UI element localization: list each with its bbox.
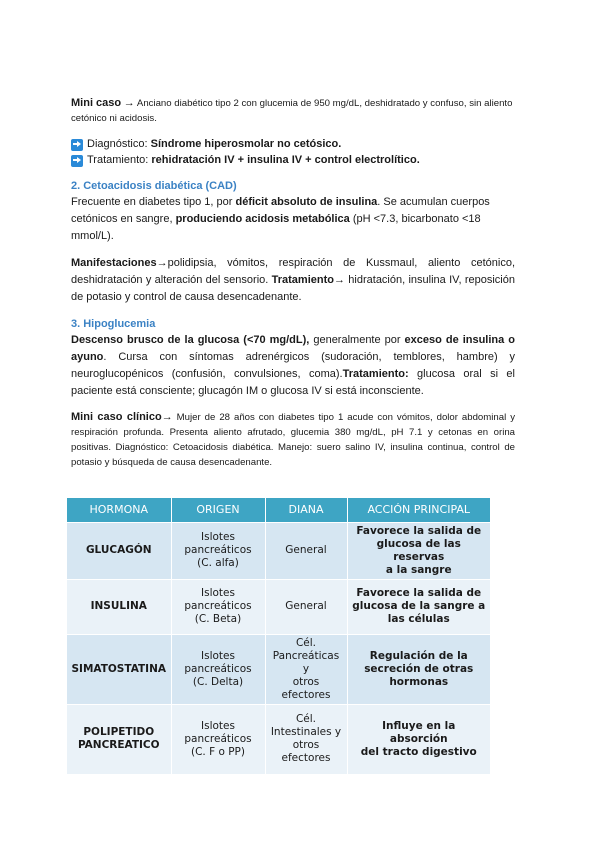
cell-accion bbox=[347, 634, 491, 704]
diagnosis-value: Síndrome hiperosmolar no cetósico. bbox=[150, 138, 342, 150]
cell-origen bbox=[171, 704, 265, 774]
origen-text: Islotes pancreáticos (C. Beta) bbox=[184, 587, 252, 625]
cell-diana bbox=[265, 522, 347, 579]
table-row bbox=[67, 579, 491, 634]
cad-p1-text-a: Frecuente en diabetes tipo 1, por bbox=[71, 196, 236, 208]
hipo-text-d: . Cursa con síntomas adrenérgicos (sudoración, temblores, hambre) y neuroglucopénicos (confusión, convulsiones, coma). bbox=[71, 351, 515, 380]
hipo-bold-e: Tratamiento: bbox=[342, 368, 409, 380]
diana-text: General bbox=[285, 600, 327, 612]
header-hormona: HORMONA bbox=[67, 498, 171, 522]
hormona-text: INSULINA bbox=[90, 600, 147, 612]
hormona-text: GLUCAGÓN bbox=[85, 544, 152, 556]
treatment-bullet bbox=[71, 153, 515, 168]
hormone-table bbox=[67, 498, 491, 774]
cad-paragraph-1 bbox=[71, 194, 515, 245]
diana-text: Cél. Pancreáticas y otros efectores bbox=[272, 636, 340, 701]
cell-diana bbox=[265, 579, 347, 634]
cad-p2-text-b: →polidipsia, vómitos, respiración de Kussmaul, aliento cetónico, deshidratación y alteración del sensorio. bbox=[71, 257, 515, 286]
origen-text: Islotes pancreáticos (C. alfa) bbox=[184, 531, 252, 569]
hipo-text-b: generalmente por bbox=[309, 334, 405, 346]
accion-text: Favorece la salida de glucosa de las reservas a la sangre bbox=[356, 524, 482, 576]
mini-case-1-text: Anciano diabético tipo 2 con glucemia de 950 mg/dL, deshidratado y confuso, sin aliento cetónico ni acidosis. bbox=[71, 98, 513, 124]
cell-hormona bbox=[67, 522, 171, 579]
origen-text: Islotes pancreáticos (C. F o PP) bbox=[184, 719, 252, 758]
mini-case-2-arrow: → bbox=[161, 411, 173, 423]
header-origen: ORIGEN bbox=[171, 498, 265, 522]
diana-text: General bbox=[285, 544, 327, 556]
cad-p1-text-c: . Se acumulan cuerpos cetónicos en sangre, bbox=[71, 196, 490, 225]
treatment-value: rehidratación IV + insulina IV + control electrolítico. bbox=[151, 154, 420, 166]
header-accion: ACCIÓN PRINCIPAL bbox=[347, 498, 491, 522]
cell-diana bbox=[265, 704, 347, 774]
cell-hormona bbox=[67, 704, 171, 774]
treatment-label: Tratamiento: bbox=[87, 154, 149, 166]
cad-p2-bold-a: Manifestaciones bbox=[71, 257, 157, 269]
arrow-right-icon bbox=[71, 139, 83, 151]
cell-accion bbox=[347, 579, 491, 634]
hormona-text: POLIPETIDO PANCREATICO bbox=[77, 726, 160, 752]
accion-text: Influye en la absorción del tracto digestivo bbox=[360, 719, 477, 758]
mini-case-1-label: Mini caso bbox=[71, 97, 122, 109]
diana-text: Cél. Intestinales y otros efectores bbox=[270, 713, 342, 765]
cell-origen bbox=[171, 579, 265, 634]
cad-heading: 2. Cetoacidosis diabética (CAD) bbox=[71, 180, 237, 192]
hipo-paragraph bbox=[71, 332, 515, 400]
accion-text: Regulación de la secreción de otras hormonas bbox=[364, 649, 474, 688]
cell-hormona bbox=[67, 634, 171, 704]
cad-p1-bold-b: déficit absoluto de insulina bbox=[235, 196, 378, 208]
cell-accion bbox=[347, 522, 491, 579]
mini-case-2 bbox=[71, 410, 515, 470]
accion-text: Favorece la salida de glucosa de la sangre a las células bbox=[352, 587, 486, 625]
cad-p1-text-e: (pH <7.3, bicarbonato <18 mmol/L). bbox=[71, 213, 481, 242]
origen-text: Islotes pancreáticos (C. Delta) bbox=[184, 649, 252, 688]
table-row bbox=[67, 634, 491, 704]
arrow-right-icon bbox=[71, 155, 83, 167]
cad-p2-bold-c: Tratamiento bbox=[271, 274, 334, 286]
cad-paragraph-2 bbox=[71, 255, 515, 306]
cad-p2-text-d: → hidratación, insulina IV, reposición de potasio y control de causa desencadenante. bbox=[71, 274, 515, 303]
diagnosis-label: Diagnóstico: bbox=[87, 138, 148, 150]
mini-case-1 bbox=[71, 96, 515, 126]
hipo-bold-c: exceso de insulina o ayuno bbox=[71, 334, 515, 363]
hipo-heading: 3. Hipoglucemia bbox=[71, 318, 156, 330]
hipo-text-f: glucosa oral si el paciente está consciente; glucagón IM o glucosa IV si está inconsciente. bbox=[71, 368, 515, 397]
mini-case-2-label: Mini caso clínico bbox=[71, 411, 162, 423]
cell-origen bbox=[171, 522, 265, 579]
table-header-row bbox=[67, 498, 491, 522]
hormona-text: SIMATOSTATINA bbox=[71, 662, 167, 675]
table-row bbox=[67, 522, 491, 579]
header-diana: DIANA bbox=[265, 498, 347, 522]
mini-case-1-arrow: → bbox=[123, 97, 135, 109]
cell-origen bbox=[171, 634, 265, 704]
cell-hormona bbox=[67, 579, 171, 634]
hipo-bold-a: Descenso brusco de la glucosa (<70 mg/dL), bbox=[71, 334, 310, 346]
cell-accion bbox=[347, 704, 491, 774]
cell-diana bbox=[265, 634, 347, 704]
cad-p1-bold-d: produciendo acidosis metabólica bbox=[175, 213, 350, 225]
mini-case-2-text: Mujer de 28 años con diabetes tipo 1 acude con vómitos, dolor abdominal y respiración profunda. Presenta aliento afrutado, glucemia 380 mg/dL, pH 7.1 y cetonas en orina positivas. Diagnóstico: Cetoacidosis diabética. Manejo: suero salino IV, insulina continua, control de potasio y búsqueda de causa desencadenante. bbox=[71, 412, 515, 468]
diagnosis-bullet bbox=[71, 137, 515, 152]
table-row bbox=[67, 704, 491, 774]
